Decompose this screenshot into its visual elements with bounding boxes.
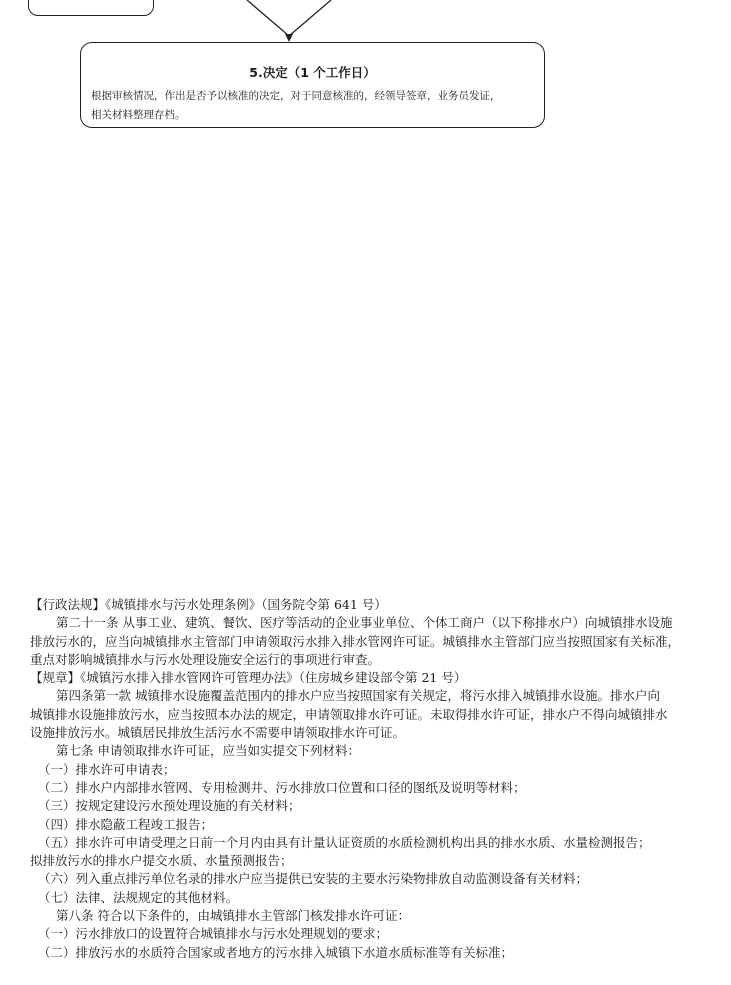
article-8-item2: （二）排放污水的水质符合国家或者地方的污水排入城镇下水道水质标准等有关标准； [38,944,514,960]
arrow-down-icon [285,34,293,42]
regulation-heading: 【行政法规】《城镇排水与污水处理条例》（国务院令第 641 号） [30,597,387,612]
decision-description [91,87,534,125]
article-21-line3: 重点对影响城镇排水与污水处理设施安全运行的事项进行审查。 [30,651,381,667]
article-7-item4: （四）排水隐蔽工程竣工报告； [38,816,214,832]
article-7-heading: 第七条 申请领取排水许可证，应当如实提交下列材料： [56,743,360,759]
decision-title: 5.决定（1 个工作日） [249,65,376,80]
article-8-heading: 第八条 符合以下条件的，由城镇排水主管部门核发排水许可证： [56,908,410,924]
article-7-item2: （二）排水户内部排水管网、专用检测井、污水排放口位置和口径的图纸及说明等材料； [38,779,526,795]
connector-line-left [247,0,289,36]
decision-description-line2: 相关材料整理存档。 [91,109,186,121]
article-8-item1: （一）污水排放口的设置符合城镇排水与污水处理规划的要求； [38,926,389,942]
connector-line-right [289,0,331,36]
article-7-item7: （七）法律、法规规定的其他材料。 [38,889,239,905]
article-4-line1: 第四条第一款 城镇排水设施覆盖范围内的排水户应当按照国家有关规定，将污水排入城镇排水设施。排水户向 [56,688,660,704]
article-7-item3: （三）按规定建设污水预处理设施的有关材料； [38,798,301,814]
article-21-line2: 排放污水的，应当向城镇排水主管部门申请领取污水排入排水管网许可证。城镇排水主管部门应当按照国家有关标准， [30,633,681,649]
article-7-item5-line2: 拟排放污水的排水户提交水质、水量预测报告； [30,853,293,869]
decision-step-box [80,42,545,128]
article-7-item6: （六）列入重点排污单位名录的排水户应当提供已安装的主要水污染物排放自动监测设备有关材料； [38,871,589,887]
article-7-item5-line1: （五）排水许可申请受理之日前一个月内由具有计量认证资质的水质检测机构出具的排水水质、水量检测报告； [38,834,651,850]
legal-basis-section [30,596,710,962]
article-21-line1: 第二十一条 从事工业、建筑、餐饮、医疗等活动的企业事业单位、个体工商户（以下称排水户）向城镇排水设施 [56,615,673,631]
article-7-item1: （一）排水许可申请表； [38,761,176,777]
rule-heading: 【规章】《城镇污水排入排水管网许可管理办法》（住房城乡建设部令第 21 号） [30,670,467,686]
article-4-line2: 城镇排水设施排放污水，应当按照本办法的规定，申请领取排水许可证。未取得排水许可证，排水户不得向城镇排水 [30,706,668,722]
decision-description-line1: 根据审核情况，作出是否予以核准的决定，对于同意核准的，经领导签章，业务员发证， [91,90,501,102]
article-4-line3: 设施排放污水。城镇居民排放生活污水不需要申请领取排水许可证。 [30,725,406,741]
